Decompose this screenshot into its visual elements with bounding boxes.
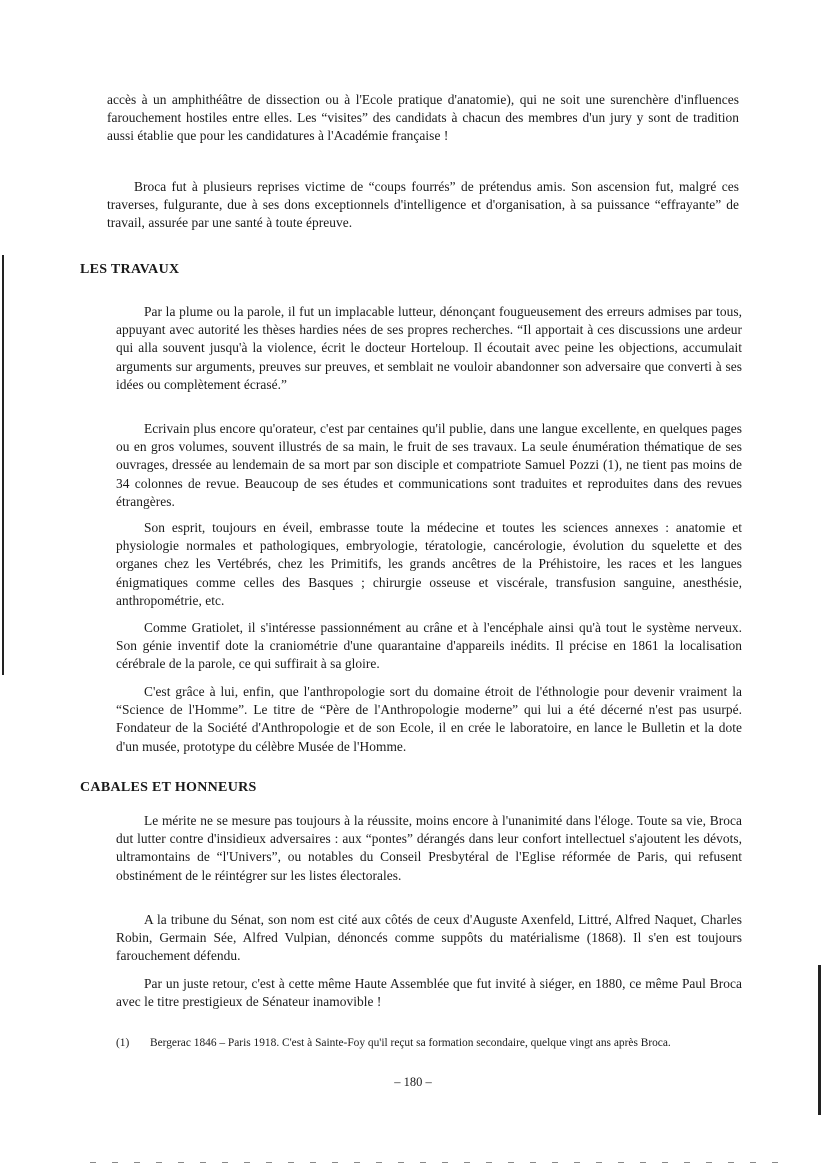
- footnote-text: Bergerac 1846 – Paris 1918. C'est à Sainte-Foy qu'il reçut sa formation secondaire, quelque vingt ans après Broca.: [150, 1037, 671, 1049]
- scan-edge-right: [818, 965, 821, 1115]
- scan-edge-left: [2, 255, 4, 675]
- paragraph-1: accès à un amphithéâtre de dissection ou à l'Ecole pratique d'anatomie), qui ne soit une surenchère d'influences farouchement hostiles entre elles. Les “visites” des candidats à chacun des membres d'un jury y sont de tradition aussi établie que pour les candidatures à l'Académie française !: [107, 92, 739, 144]
- paragraph-5: Son esprit, toujours en éveil, embrasse toute la médecine et toutes les sciences annexes : anatomie et physiologie normales et pathologiques, embryologie, tératologie, cancérologie, évolution du squelette et des organes chez les Vertébrés, chez les Primitifs, les grands ancêtres de la Préhistoire, les races et les langues énigmatiques comme celles des Basques ; chirurgie osseuse et viscérale, transfusion sanguine, anesthésie, anthropométrie, etc.: [116, 520, 742, 608]
- footnote-marker: (1): [116, 1037, 130, 1049]
- paragraph-10: Par un juste retour, c'est à cette même Haute Assemblée que fut invité à siéger, en 1880, ce même Paul Broca avec le titre prestigieux de Sénateur inamovible !: [116, 976, 742, 1010]
- paragraph-2: Broca fut à plusieurs reprises victime de “coups fourrés” de prétendus amis. Son ascension fut, malgré ces traverses, fulgurante, due à ses dons exceptionnels d'intelligence et d'organisation, à sa puissance “effrayante” de travail, assurée par une santé à toute épreuve.: [107, 179, 739, 231]
- section-heading-cabales: CABALES ET HONNEURS: [80, 780, 257, 795]
- section-heading-travaux: LES TRAVAUX: [80, 262, 180, 277]
- paragraph-6: Comme Gratiolet, il s'intéresse passionnément au crâne et à l'encéphale ainsi qu'à tout le système nerveux. Son génie inventif dote la craniométrie d'une quarantaine d'appareils inédits. Il précise en 1861 la localisation cérébrale de la parole, ce qui suffirait à sa gloire.: [116, 620, 742, 672]
- paragraph-8: Le mérite ne se mesure pas toujours à la réussite, moins encore à l'unanimité dans l'éloge. Toute sa vie, Broca dut lutter contre d'insidieux adversaires : aux “pontes” dérangés dans leur confort intellectuel s'ajoutent les dévots, ultramontains de “l'Univers”, ou notables du Conseil Presbytéral de l'Eglise réformée de Paris, qui refusent obstinément de le réintégrer sur les listes électorales.: [116, 813, 742, 883]
- paragraph-7: C'est grâce à lui, enfin, que l'anthropologie sort du domaine étroit de l'éthnologie pour devenir vraiment la “Science de l'Homme”. Le titre de “Père de l'Anthropologie moderne” qui lui a été décerné n'est pas usurpé. Fondateur de la Société d'Anthropologie et de son Ecole, il en crée le laboratoire, en lance le Bulletin et la dote d'un musée, prototype du célèbre Musée de l'Homme.: [116, 684, 742, 754]
- scan-bottom-specks: [90, 1162, 790, 1163]
- page-number: – 180 –: [394, 1075, 432, 1089]
- paragraph-9: A la tribune du Sénat, son nom est cité aux côtés de ceux d'Auguste Axenfeld, Littré, Alfred Naquet, Charles Robin, Germain Sée, Alfred Vulpian, dénoncés comme suppôts du matérialisme (1868). Il s'en est toujours farouchement défendu.: [116, 912, 742, 964]
- paragraph-4: Ecrivain plus encore qu'orateur, c'est par centaines qu'il publie, dans une langue excellente, en quelques pages ou en gros volumes, souvent illustrés de sa main, le fruit de ses travaux. La seule énumération thématique de ses ouvrages, dressée au lendemain de sa mort par son disciple et compatriote Samuel Pozzi (1), ne tient pas moins de 34 colonnes de revue. Beaucoup de ses études et communications sont traduites et reproduites dans des revues étrangères.: [116, 421, 742, 509]
- paragraph-3: Par la plume ou la parole, il fut un implacable lutteur, dénonçant fougueusement des erreurs admises par tous, appuyant avec autorité les thèses hardies nées de ses propres recherches. “Il apportait à ces discussions une ardeur qui alla souvent jusqu'à la violence, écrit le docteur Horteloup. Il écoutait avec peine les objections, accumulait arguments sur arguments, preuves sur preuves, et semblait ne vouloir abandonner son adversaire que converti à ses idées ou complètement écrasé.”: [116, 304, 742, 392]
